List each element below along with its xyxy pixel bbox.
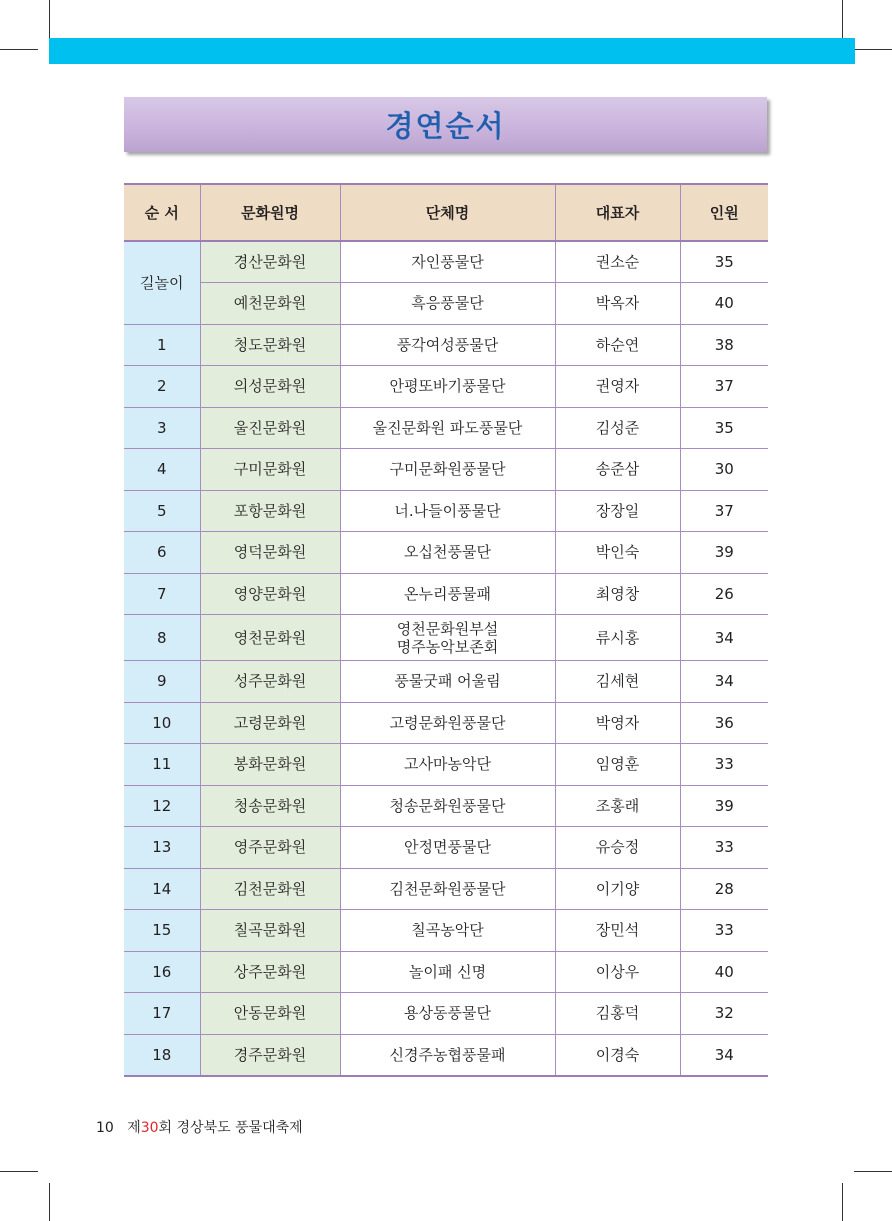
cell-team: 너.나들이풍물단: [340, 490, 555, 532]
table-row: [124, 324, 768, 366]
cell-order: 14: [124, 868, 200, 910]
cell-center: 고령문화원: [200, 702, 340, 744]
cell-center: 영천문화원: [200, 615, 340, 661]
cell-order: 6: [124, 532, 200, 574]
table-row: [124, 283, 768, 325]
cell-center: 경산문화원: [200, 241, 340, 283]
crop-mark: [49, 0, 50, 38]
header-team: 단체명: [340, 184, 555, 241]
cell-team: 고령문화원풍물단: [340, 702, 555, 744]
table-row: [124, 661, 768, 703]
table-row: [124, 785, 768, 827]
cell-leader: 하순연: [555, 324, 680, 366]
cell-count: 34: [680, 615, 768, 661]
table-row: [124, 449, 768, 491]
cell-center: 의성문화원: [200, 366, 340, 408]
cell-center: 구미문화원: [200, 449, 340, 491]
cell-count: 34: [680, 661, 768, 703]
cell-count: 36: [680, 702, 768, 744]
table-row: [124, 993, 768, 1035]
cell-leader: 장장일: [555, 490, 680, 532]
cell-team: 용상동풍물단: [340, 993, 555, 1035]
cell-leader: 장민석: [555, 910, 680, 952]
top-color-bar: [49, 38, 855, 64]
crop-mark: [854, 1171, 892, 1172]
table-header-row: [124, 184, 768, 241]
page-title: 경연순서: [385, 109, 506, 143]
cell-count: 33: [680, 827, 768, 869]
cell-leader: 박옥자: [555, 283, 680, 325]
cell-team: [340, 615, 555, 661]
cell-center: 안동문화원: [200, 993, 340, 1035]
cell-leader: 류시홍: [555, 615, 680, 661]
title-banner: [124, 97, 767, 152]
cell-order: 1: [124, 324, 200, 366]
cell-center: 칠곡문화원: [200, 910, 340, 952]
crop-mark: [49, 1183, 50, 1221]
cell-count: 26: [680, 573, 768, 615]
cell-center: 포항문화원: [200, 490, 340, 532]
crop-mark: [0, 49, 38, 50]
cell-count: 28: [680, 868, 768, 910]
cell-team-line: 명주농악보존회: [396, 637, 499, 656]
cell-center: 성주문화원: [200, 661, 340, 703]
cell-count: 35: [680, 407, 768, 449]
cell-team: 김천문화원풍물단: [340, 868, 555, 910]
cell-order: 2: [124, 366, 200, 408]
page-footer: [96, 1117, 303, 1137]
cell-count: 33: [680, 910, 768, 952]
footer-prefix: 제: [127, 1120, 141, 1136]
edition-number: 30: [140, 1120, 159, 1136]
cell-count: 38: [680, 324, 768, 366]
cell-team: 풍물굿패 어울림: [340, 661, 555, 703]
cell-team: 오십천풍물단: [340, 532, 555, 574]
table-row: [124, 490, 768, 532]
cell-leader: 최영창: [555, 573, 680, 615]
table-row: [124, 744, 768, 786]
cell-center: 예천문화원: [200, 283, 340, 325]
cell-leader: 조홍래: [555, 785, 680, 827]
cell-order: 18: [124, 1034, 200, 1076]
cell-center: 봉화문화원: [200, 744, 340, 786]
table-row: [124, 827, 768, 869]
cell-leader: 이상우: [555, 951, 680, 993]
cell-count: 40: [680, 951, 768, 993]
cell-order: 13: [124, 827, 200, 869]
table-row: [124, 615, 768, 661]
cell-count: 33: [680, 744, 768, 786]
page-number: 10: [96, 1120, 114, 1136]
cell-center: 김천문화원: [200, 868, 340, 910]
cell-leader: 김성준: [555, 407, 680, 449]
cell-order: 17: [124, 993, 200, 1035]
cell-order: 12: [124, 785, 200, 827]
cell-team: 놀이패 신명: [340, 951, 555, 993]
cell-center: 상주문화원: [200, 951, 340, 993]
schedule-table: [124, 183, 768, 1077]
cell-order: 7: [124, 573, 200, 615]
cell-center: 울진문화원: [200, 407, 340, 449]
table-row: [124, 1034, 768, 1076]
table-row: [124, 407, 768, 449]
crop-mark: [842, 0, 843, 38]
footer-suffix: 회 경상북도 풍물대축제: [158, 1120, 303, 1136]
cell-leader: 이경숙: [555, 1034, 680, 1076]
cell-order: 15: [124, 910, 200, 952]
cell-leader: 권소순: [555, 241, 680, 283]
cell-team: 고사마농악단: [340, 744, 555, 786]
cell-order: 4: [124, 449, 200, 491]
cell-team: 자인풍물단: [340, 241, 555, 283]
cell-order: 10: [124, 702, 200, 744]
cell-leader: 이기양: [555, 868, 680, 910]
table-row: [124, 910, 768, 952]
cell-team: 풍각여성풍물단: [340, 324, 555, 366]
cell-leader: 송준삼: [555, 449, 680, 491]
cell-order: 3: [124, 407, 200, 449]
cell-leader: 김홍덕: [555, 993, 680, 1035]
cell-leader: 유승정: [555, 827, 680, 869]
cell-order: 5: [124, 490, 200, 532]
cell-team: 구미문화원풍물단: [340, 449, 555, 491]
table-row: [124, 241, 768, 283]
cell-leader: 박영자: [555, 702, 680, 744]
cell-leader: 박인숙: [555, 532, 680, 574]
cell-center: 영양문화원: [200, 573, 340, 615]
cell-order: 16: [124, 951, 200, 993]
cell-center: 청송문화원: [200, 785, 340, 827]
cell-team: 신경주농협풍물패: [340, 1034, 555, 1076]
table-row: [124, 702, 768, 744]
table-row: [124, 366, 768, 408]
cell-team: 칠곡농악단: [340, 910, 555, 952]
header-order: 순 서: [124, 184, 200, 241]
table-row: [124, 868, 768, 910]
cell-count: 39: [680, 785, 768, 827]
cell-team: 안정면풍물단: [340, 827, 555, 869]
cell-center: 청도문화원: [200, 324, 340, 366]
cell-center: 경주문화원: [200, 1034, 340, 1076]
cell-leader: 임영훈: [555, 744, 680, 786]
header-center: 문화원명: [200, 184, 340, 241]
cell-count: 30: [680, 449, 768, 491]
header-count: 인원: [680, 184, 768, 241]
cell-team: 안평또바기풍물단: [340, 366, 555, 408]
cell-team: 흑응풍물단: [340, 283, 555, 325]
cell-count: 34: [680, 1034, 768, 1076]
cell-order: 9: [124, 661, 200, 703]
table-row: [124, 951, 768, 993]
cell-team: 온누리풍물패: [340, 573, 555, 615]
cell-count: 37: [680, 366, 768, 408]
cell-center: 영주문화원: [200, 827, 340, 869]
cell-order: 11: [124, 744, 200, 786]
table-row: [124, 573, 768, 615]
cell-count: 37: [680, 490, 768, 532]
group-label: 길놀이: [124, 241, 200, 324]
cell-order: 8: [124, 615, 200, 661]
cell-team: 청송문화원풍물단: [340, 785, 555, 827]
cell-count: 39: [680, 532, 768, 574]
cell-count: 32: [680, 993, 768, 1035]
header-leader: 대표자: [555, 184, 680, 241]
table-row: [124, 532, 768, 574]
crop-mark: [842, 1183, 843, 1221]
cell-leader: 김세현: [555, 661, 680, 703]
cell-team-line: 영천문화원부설: [396, 619, 499, 638]
cell-count: 40: [680, 283, 768, 325]
cell-count: 35: [680, 241, 768, 283]
crop-mark: [854, 49, 892, 50]
crop-mark: [0, 1171, 38, 1172]
cell-team: 울진문화원 파도풍물단: [340, 407, 555, 449]
cell-center: 영덕문화원: [200, 532, 340, 574]
cell-leader: 권영자: [555, 366, 680, 408]
